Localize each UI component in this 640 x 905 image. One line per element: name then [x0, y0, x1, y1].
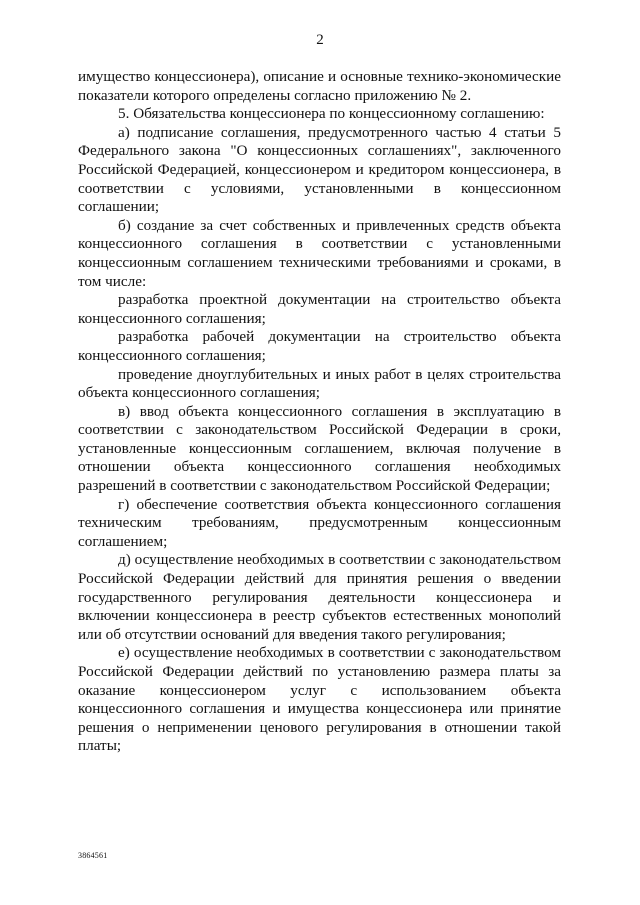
- paragraph-section-5: 5. Обязательства концессионера по концессионному соглашению:: [118, 105, 545, 123]
- page-number: 2: [316, 32, 324, 48]
- paragraph-item-v: в) ввод объекта концессионного соглашения в эксплуатацию в соответствии с законодательством Российской Федерации в сроки, установленные концессионным соглашением, включая получение в отношении объекта концессионного соглашения необходимых разрешений в соответствии с законодательством Российской Федерации;: [78, 402, 561, 495]
- paragraph-item-e: е) осуществление необходимых в соответствии с законодательством Российской Федерации действий по установлению размера платы за оказание концессионером услуг с использованием объекта концессионного соглашения и имущества концессионера или принятие решения о неприменении ценового регулирования в отношении такой платы;: [78, 644, 561, 755]
- paragraph-subitem-dredging: проведение дноуглубительных и иных работ в целях строительства объекта концессионного соглашения;: [78, 365, 561, 402]
- document-code: 3864561: [78, 851, 108, 860]
- document-body: [78, 68, 561, 756]
- paragraph-item-g: г) обеспечение соответствия объекта концессионного соглашения техническим требованиям, предусмотренным концессионным соглашением;: [78, 495, 561, 550]
- paragraph-continuation: имущество концессионера), описание и основные технико-экономические показатели которого определены согласно приложению № 2.: [78, 68, 561, 104]
- paragraph-subitem-project-docs: разработка проектной документации на строительство объекта концессионного соглашения;: [78, 291, 561, 327]
- paragraph-item-b: б) создание за счет собственных и привлеченных средств объекта концессионного соглашения в соответствии с установленными концессионным соглашением техническими требованиями и сроками, в том числе:: [78, 216, 561, 290]
- paragraph-item-d: д) осуществление необходимых в соответствии с законодательством Российской Федерации действий для принятия решения о введении государственного регулирования деятельности концессионера и включении концессионера в реестр субъектов естественных монополий или об отсутствии оснований для введения такого регулирования;: [78, 551, 561, 643]
- paragraph-subitem-work-docs: разработка рабочей документации на строительство объекта концессионного соглашения;: [78, 328, 561, 364]
- paragraph-item-a: а) подписание соглашения, предусмотренного частью 4 статьи 5 Федерального закона "О концессионных соглашениях", заключенного Российской Федерацией, концессионером и кредитором концессионера, в соответствии с условиями, установленными в концессионном соглашении;: [78, 123, 561, 216]
